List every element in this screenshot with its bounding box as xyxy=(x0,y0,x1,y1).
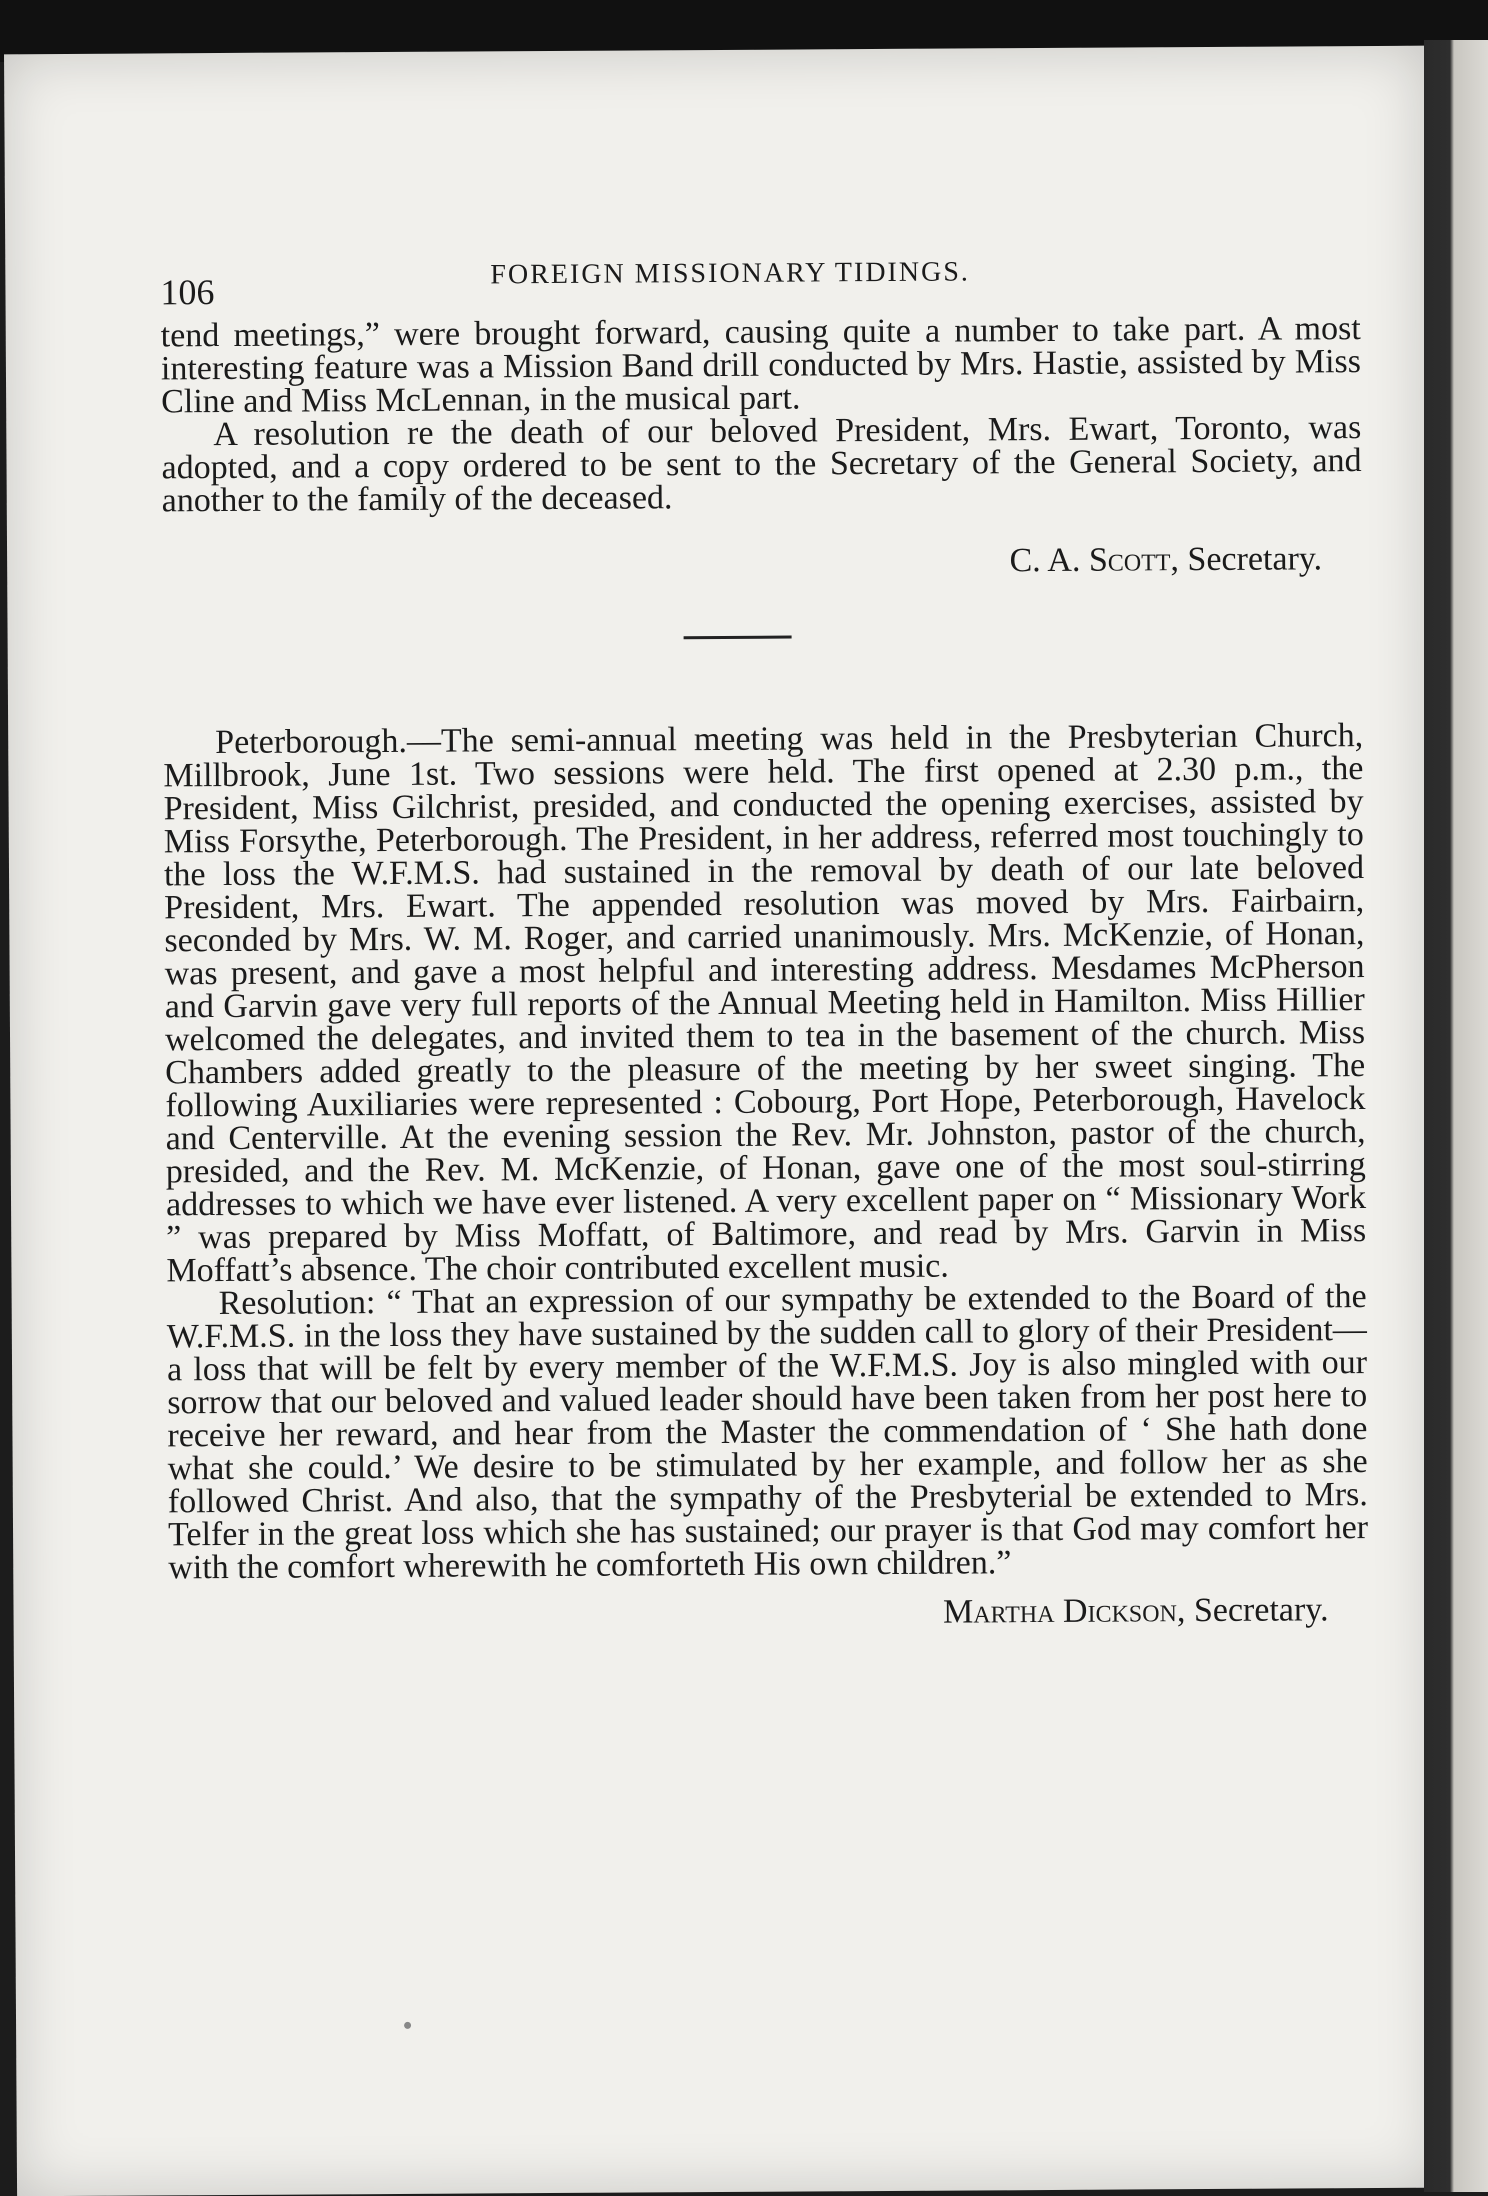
paragraph: tend meetings,” were brought forward, causing quite a number to take part. A most interesting feature was a Mission Band drill conducted by Mrs. Hastie, assisted by Miss Cline and Miss McLennan, in the musical part. xyxy=(160,310,1362,421)
signature-title: Secretary. xyxy=(1187,540,1323,579)
book-page xyxy=(4,46,1437,2196)
signature-title: Secretary. xyxy=(1193,1591,1329,1630)
signature-scott xyxy=(162,540,1362,585)
page-number: 106 xyxy=(160,272,215,313)
paper-speck xyxy=(404,2022,411,2029)
page-header xyxy=(160,216,1360,313)
paragraph: A resolution re the death of our beloved President, Mrs. Ewart, Toronto, was adopted, and a copy ordered to be sent to the Secretary of the General Society, and another to the family of the deceased. xyxy=(161,409,1362,520)
paragraph: Resolution: “ That an expression of our sympathy be extended to the Board of the W.F.M.S. in the loss they have sustained by the sudden call to glory of their President—a loss that will be felt by every member of the W.F.M.S. Joy is also mingled with our sorrow that our beloved and valued leader should have been taken from her post here to receive her reward, and hear from the Master the commendation of ‘ She hath done what she could.’ We desire to be stimulated by her example, and follow her as she followed Christ. And also, that the sympathy of the Presbyterial be extended to Mrs. Telfer in the great loss which she has sustained; our prayer is that God may comfort her with the comfort wherewith he comforteth His own children.” xyxy=(166,1278,1369,1587)
signature-name: Martha Dickson, xyxy=(942,1592,1186,1631)
section-divider xyxy=(684,636,792,640)
signature-dickson xyxy=(168,1591,1368,1636)
signature-name: C. A. Scott, xyxy=(1009,541,1180,580)
section-chatham-report xyxy=(160,310,1362,520)
page-content xyxy=(160,216,1369,1636)
page-edge-shadow xyxy=(1424,40,1488,2192)
paragraph: Peterborough.—The semi-annual meeting was held in the Presbyterian Church, Millbrook, June 1st. Two sessions were held. The first opened at 2.30 p.m., the President, Miss Gilchrist, presided, and conducted the opening exercises, assisted by Miss Forsythe, Peterborough. The President, in her address, referred most touchingly to the loss the W.F.M.S. had sustained in the removal by death of our late beloved President, Mrs. Ewart. The appended resolution was moved by Mrs. Fairbairn, seconded by Mrs. W. M. Roger, and carried unanimously. Mrs. McKenzie, of Honan, was present, and gave a most helpful and interesting address. Mesdames McPherson and Garvin gave very full reports of the Annual Meeting held in Hamilton. Miss Hillier welcomed the delegates, and invited them to tea in the basement of the church. Miss Chambers added greatly to the pleasure of the meeting by her sweet singing. The following Auxiliaries were represented : Cobourg, Port Hope, Peterborough, Havelock and Centerville. At the evening session the Rev. Mr. Johnston, pastor of the church, presided, and the Rev. M. McKenzie, of Honan, gave one of the most soul-stirring addresses to which we have ever listened. A very excellent paper on “ Missionary Work ” was prepared by Miss Moffatt, of Baltimore, and read by Mrs. Garvin in Miss Moffatt’s absence. The choir contributed excellent music. xyxy=(163,717,1367,1290)
section-peterborough-report xyxy=(163,717,1369,1587)
running-title: FOREIGN MISSIONARY TIDINGS. xyxy=(490,256,970,291)
